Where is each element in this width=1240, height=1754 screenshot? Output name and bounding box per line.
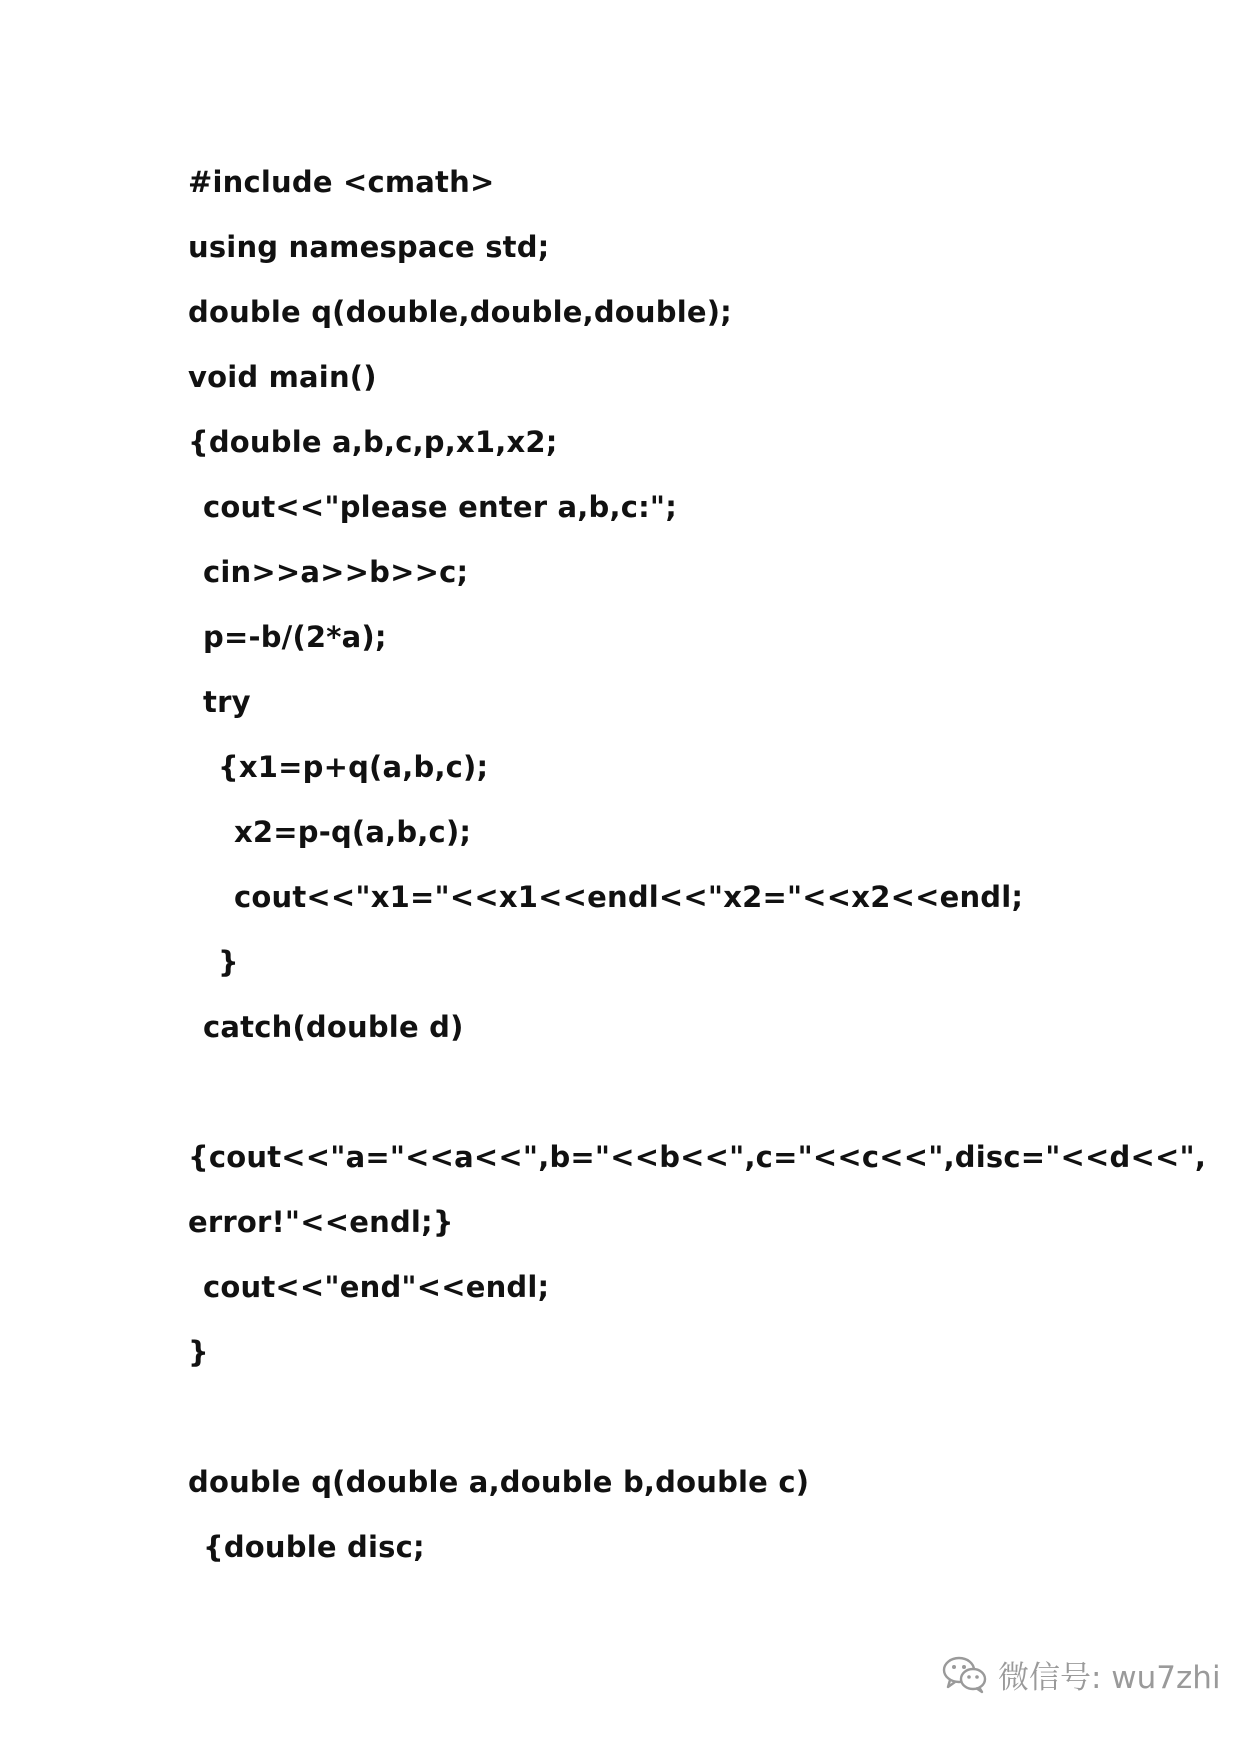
code-line: using namespace std; <box>188 230 550 264</box>
code-line: try <box>203 685 251 719</box>
wechat-icon <box>940 1654 990 1694</box>
code-line: {double disc; <box>203 1530 425 1564</box>
code-line: error!"<<endl;} <box>188 1205 454 1239</box>
code-line: p=-b/(2*a); <box>203 620 387 654</box>
code-line: } <box>218 945 239 979</box>
code-line: void main() <box>188 360 377 394</box>
code-line: double q(double,double,double); <box>188 295 732 329</box>
code-line: double q(double a,double b,double c) <box>188 1465 810 1499</box>
code-line: } <box>188 1335 209 1369</box>
code-line: cout<<"please enter a,b,c:"; <box>203 490 677 524</box>
watermark-text: 微信号: wu7zhi <box>998 1659 1221 1696</box>
code-line: {x1=p+q(a,b,c); <box>218 750 489 784</box>
code-line: cout<<"x1="<<x1<<endl<<"x2="<<x2<<endl; <box>234 880 1024 914</box>
code-line: cout<<"end"<<endl; <box>203 1270 550 1304</box>
code-line: {cout<<"a="<<a<<",b="<<b<<",c="<<c<<",disc="<<d<<", <box>188 1140 1207 1174</box>
code-line: cin>>a>>b>>c; <box>203 555 469 589</box>
wechat-watermark <box>940 1652 1221 1696</box>
code-line: {double a,b,c,p,x1,x2; <box>188 425 558 459</box>
code-line: x2=p-q(a,b,c); <box>234 815 472 849</box>
code-line: #include <cmath> <box>188 165 495 199</box>
code-line: catch(double d) <box>203 1010 464 1044</box>
